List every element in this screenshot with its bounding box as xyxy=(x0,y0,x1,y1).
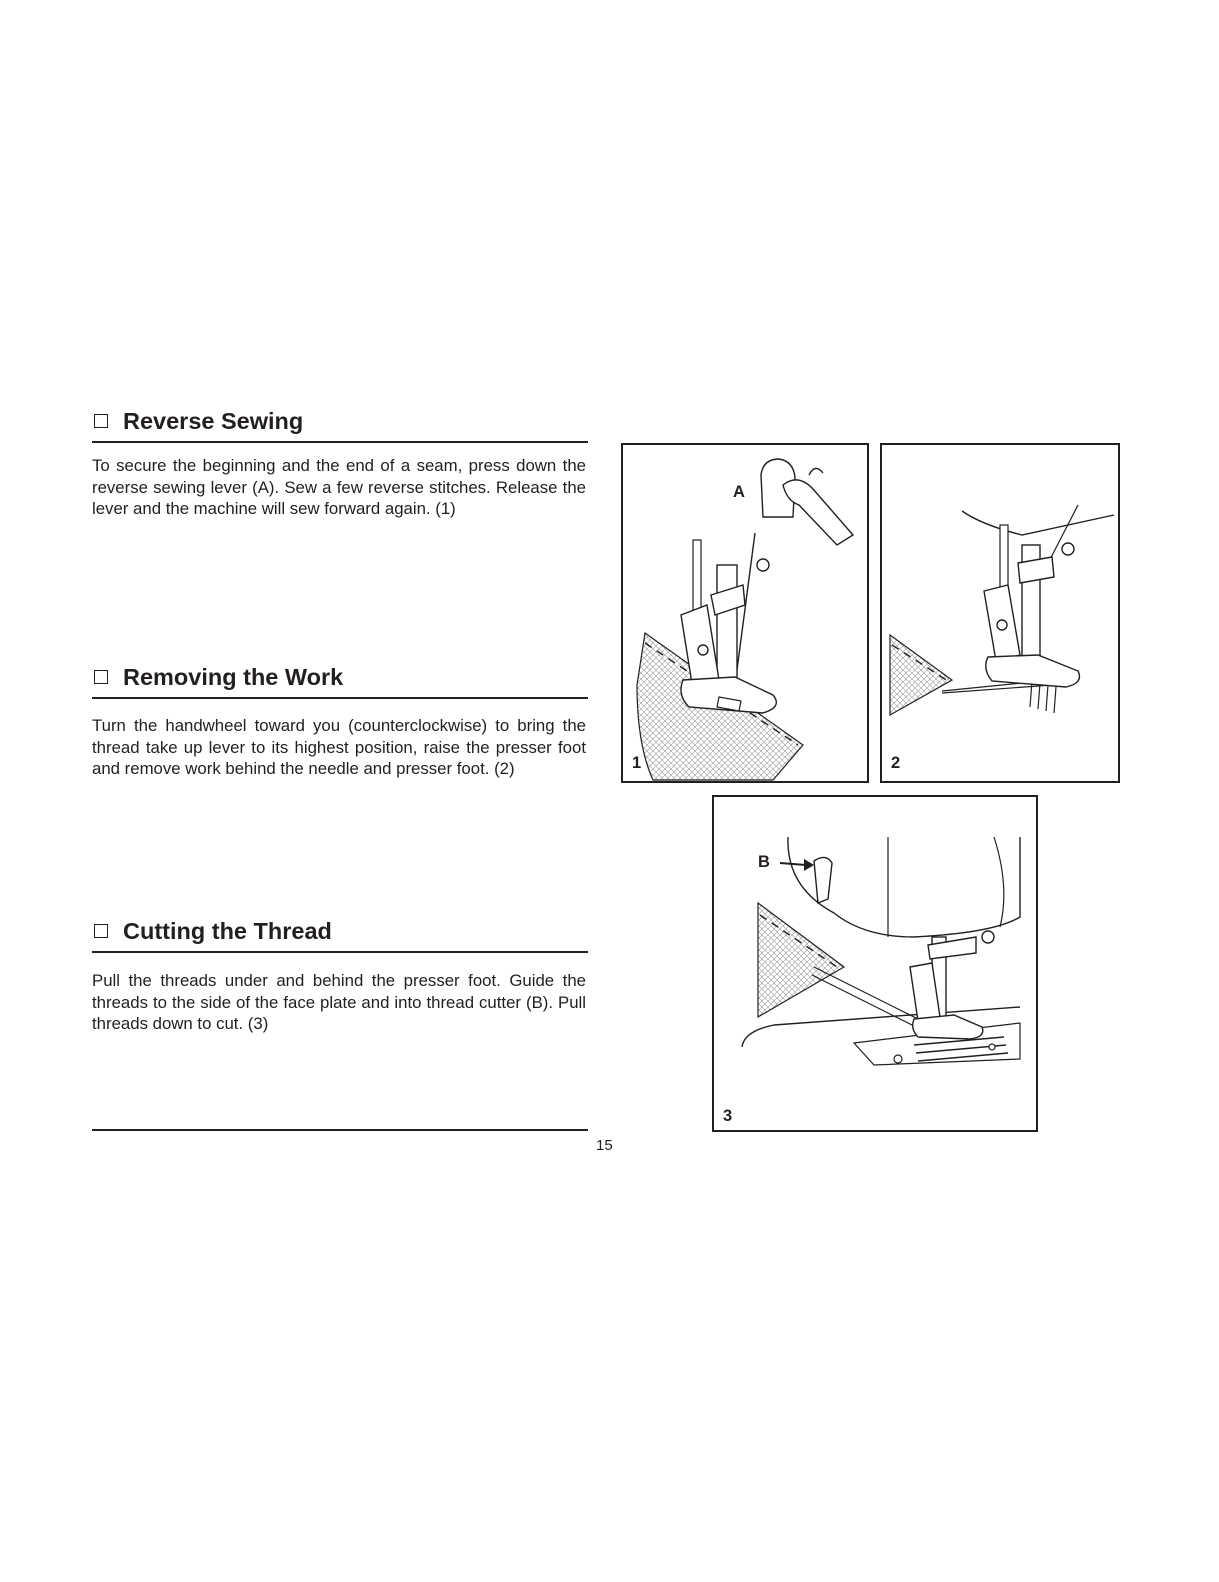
checkbox-icon xyxy=(94,924,108,938)
section-rule xyxy=(92,441,588,443)
section-removing-the-work xyxy=(92,662,588,780)
section-cutting-the-thread xyxy=(92,916,588,1035)
figure-number: 2 xyxy=(891,754,901,772)
section-header xyxy=(92,662,588,692)
section-body: To secure the beginning and the end of a seam, press down the reverse sewing lever (A). Sew a few reverse stitches. Release the lever and the machine will sew forward again. (1) xyxy=(92,456,586,519)
callout-a: A xyxy=(733,483,745,501)
section-title: Removing the Work xyxy=(123,663,344,690)
checkbox-icon xyxy=(94,670,108,684)
thread-cutter-illustration xyxy=(714,797,1038,1132)
section-body: Turn the handwheel toward you (counterclockwise) to bring the thread take up lever to its highest position, raise the presser foot and remove work behind the needle and presser foot. (2) xyxy=(92,716,586,779)
page-number: 15 xyxy=(596,1137,613,1154)
section-header xyxy=(92,406,588,436)
checkbox-icon xyxy=(94,414,108,428)
section-body: Pull the threads under and behind the presser foot. Guide the threads to the side of the face plate and into thread cutter (B). Pull threads down to cut. (3) xyxy=(92,971,586,1034)
section-rule xyxy=(92,697,588,699)
section-title: Reverse Sewing xyxy=(123,407,304,434)
section-title: Cutting the Thread xyxy=(123,917,332,944)
figure-1 xyxy=(621,443,869,783)
section-header xyxy=(92,916,588,946)
figure-number: 3 xyxy=(723,1107,733,1125)
footer-rule xyxy=(92,1129,588,1131)
presser-foot-reverse-illustration xyxy=(623,445,869,783)
figure-2 xyxy=(880,443,1120,783)
figure-3 xyxy=(712,795,1038,1132)
section-reverse-sewing xyxy=(92,406,588,520)
removing-work-illustration xyxy=(882,445,1120,783)
callout-b: B xyxy=(758,853,770,871)
figure-number: 1 xyxy=(632,754,642,772)
section-rule xyxy=(92,951,588,953)
